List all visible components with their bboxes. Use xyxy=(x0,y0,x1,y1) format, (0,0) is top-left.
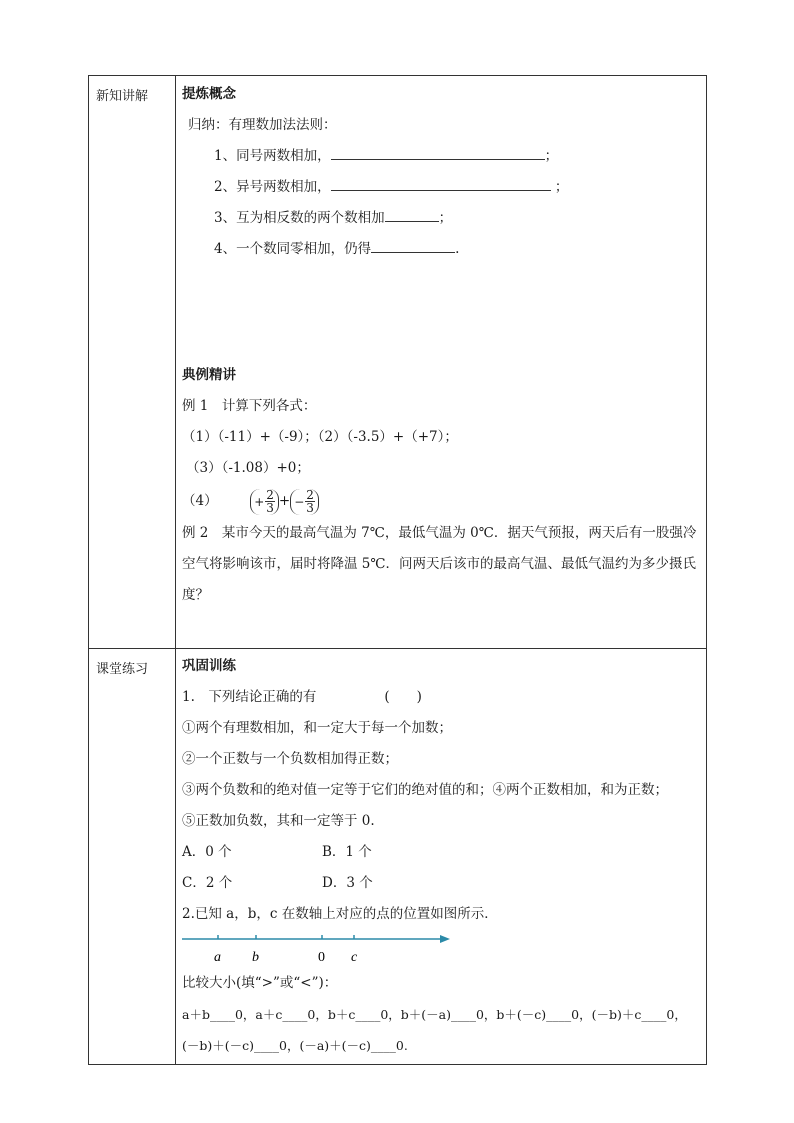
question-2: 2.已知 a，b，c 在数轴上对应的点的位置如图所示． xyxy=(182,906,498,922)
answer-blank[interactable] xyxy=(331,176,551,191)
number-line-arrow xyxy=(440,935,450,943)
lesson-table xyxy=(88,75,707,1065)
option-d[interactable]: D．3 个 xyxy=(322,875,373,891)
heading-concept: 提炼概念 xyxy=(182,86,236,102)
section-content xyxy=(176,76,707,649)
statement-5: ⑤正数加负数，其和一定等于 0. xyxy=(182,813,375,829)
number-line xyxy=(182,932,462,968)
spacer xyxy=(182,265,702,360)
label-c: c xyxy=(351,950,358,965)
answer-blank[interactable] xyxy=(371,238,455,253)
rules-intro: 归纳：有理数加法法则： xyxy=(188,117,337,133)
example-1-title: 例 1 计算下列各式： xyxy=(182,398,317,414)
label-b: b xyxy=(252,950,259,965)
example-1-line-3: （4） + $\frac{2}{3}$ + − $\frac{2}{3}$ xyxy=(182,484,702,518)
answer-blank[interactable] xyxy=(331,145,545,160)
statement-3-4: ③两个负数和的绝对值一定等于它们的绝对值的和；④两个正数相加，和为正数； xyxy=(182,782,668,798)
answer-paren[interactable]: ( ) xyxy=(384,689,422,705)
section-label: 新知讲解 xyxy=(89,76,176,649)
section-content xyxy=(176,649,707,1065)
compare-instruction: 比较大小(填“>”或“<”)： xyxy=(182,975,338,991)
fraction-positive-two-thirds: + $\frac{2}{3}$ xyxy=(250,489,279,515)
rule-2: 2、异号两数相加， ； xyxy=(182,172,702,203)
statement-1: ①两个有理数相加，和一定大于每一个加数； xyxy=(182,720,452,736)
label-a: a xyxy=(214,950,221,965)
expressions-line-2: (－b)＋(－c)____0，(－a)＋(－c)____0. xyxy=(182,1038,408,1053)
fraction-negative-two-thirds: − $\frac{2}{3}$ xyxy=(290,489,319,515)
option-c[interactable]: C．2 个 xyxy=(182,875,233,891)
label-0: 0 xyxy=(318,950,325,965)
answer-blank[interactable] xyxy=(385,207,439,222)
example-1-line-1: （1）（-11）+（-9）；（2）（-3.5）+（+7）； xyxy=(182,429,458,445)
option-a[interactable]: A．0 个 xyxy=(182,844,232,860)
options-row-1 xyxy=(182,837,702,868)
section-practice xyxy=(89,649,707,1065)
statement-2: ②一个正数与一个负数相加得正数； xyxy=(182,751,398,767)
rule-1: 1、同号两数相加， ； xyxy=(182,141,702,172)
rule-4: 4、一个数同零相加，仍得 . xyxy=(182,234,702,265)
rule-3: 3、互为相反数的两个数相加 ； xyxy=(182,203,702,234)
example-1-line-2: （3）（-1.08）+0； xyxy=(186,460,310,476)
section-label: 课堂练习 xyxy=(89,649,176,1065)
question-1: 1. 下列结论正确的有 ( ) xyxy=(182,689,422,705)
section-new-knowledge xyxy=(89,76,707,649)
heading-examples: 典例精讲 xyxy=(182,367,236,383)
heading-practice: 巩固训练 xyxy=(182,658,236,674)
expressions-line-1: a＋b____0，a＋c____0，b＋c____0，b＋(－a)____0，b＋(－c)____0，(－b)＋c____0， xyxy=(182,1007,687,1022)
option-b[interactable]: B．1 个 xyxy=(322,844,372,860)
example-2: 例 2 某市今天的最高气温为 7℃，最低气温为 0℃．据天气预报，两天后有一股强冷空气将影响该市，届时将降温 5℃．问两天后该市的最高气温、最低气温约为多少摄氏度？ xyxy=(182,525,697,603)
options-row-2 xyxy=(182,868,702,899)
